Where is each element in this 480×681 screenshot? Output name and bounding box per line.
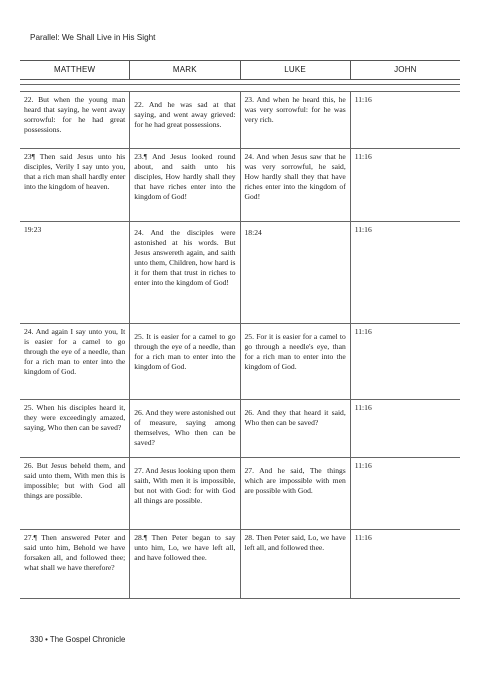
- column-header-mark: MARK: [130, 61, 240, 79]
- table-row: [20, 324, 460, 400]
- cell-john: 11:16: [354, 461, 372, 470]
- cell-luke: 25. For it is easier for a camel to go through a needle's eye, than for a rich man to enter into the kingdom of God.: [241, 324, 351, 399]
- table-row: [20, 530, 460, 599]
- cell-mark: 26. And they were astonished out of measure, saying among themselves, Who then can be saved?: [130, 400, 240, 457]
- table-row: [20, 458, 460, 530]
- cell-john: 11:16: [354, 327, 372, 336]
- cell-mark: 22. And he was sad at that saying, and went away grieved: for he had great possessions.: [130, 92, 240, 148]
- table-top-spacer: [20, 85, 460, 92]
- cell-mark: 24. And the disciples were astonished at his words. But Jesus answereth again, and saith unto them, Children, how hard is it for them that trust in riches to enter into the kingdom of God!: [130, 222, 240, 323]
- column-header-luke: LUKE: [241, 61, 351, 79]
- column-header-row: [20, 60, 460, 80]
- cell-luke: 27. And he said, The things which are impossible with men are possible with God.: [241, 458, 351, 529]
- cell-luke: 23. And when he heard this, he was very sorrowful: for he was very rich.: [241, 92, 351, 148]
- table-row: [20, 222, 460, 324]
- cell-matthew: 27.¶ Then answered Peter and said unto him, Behold we have forsaken all, and followed thee; what shall we have therefore?: [20, 530, 130, 598]
- table-row: [20, 149, 460, 222]
- cell-matthew: 25. When his disciples heard it, they were exceedingly amazed, saying, Who then can be saved?: [20, 400, 130, 457]
- cell-luke: 26. And they that heard it said, Who then can be saved?: [241, 400, 351, 457]
- cell-john: 11:16: [354, 225, 372, 234]
- cell-luke: 24. And when Jesus saw that he was very sorrowful, he said, How hardly shall they that have riches enter into the kingdom of God!: [241, 149, 351, 221]
- table-row: [20, 92, 460, 149]
- cell-mark: 25. It is easier for a camel to go through the eye of a needle, than for a rich man to enter into the kingdom of God.: [130, 324, 240, 399]
- cell-luke: 18:24: [241, 222, 351, 323]
- cell-john: 11:16: [354, 152, 372, 161]
- table-row: [20, 400, 460, 458]
- cell-mark: 23.¶ And Jesus looked round about, and saith unto his disciples, How hardly shall they that have riches enter into the kingdom of God!: [130, 149, 240, 221]
- page-footer: 330 • The Gospel Chronicle: [30, 635, 126, 644]
- cell-matthew: 19:23: [20, 222, 130, 323]
- cell-john: 11:16: [354, 95, 372, 104]
- cell-john: 11:16: [354, 403, 372, 412]
- cell-john: 11:16: [354, 533, 372, 542]
- parallel-table: [20, 84, 460, 599]
- column-header-john: JOHN: [394, 65, 417, 74]
- cell-matthew: 24. And again I say unto you, It is easier for a camel to go through the eye of a needle, than for a rich man to enter into the kingdom of God.: [20, 324, 130, 399]
- cell-matthew: 23¶ Then said Jesus unto his disciples, Verily I say unto you, that a rich man shall hardly enter into the kingdom of heaven.: [20, 149, 130, 221]
- column-header-matthew: MATTHEW: [20, 61, 130, 79]
- cell-luke: 28. Then Peter said, Lo, we have left all, and followed thee.: [241, 530, 351, 598]
- cell-matthew: 22. But when the young man heard that saying, he went away sorrowful: for he had great possessions.: [20, 92, 130, 148]
- cell-matthew: 26. But Jesus beheld them, and said unto them, With men this is impossible; but with God all things are possible.: [20, 458, 130, 529]
- page-title: Parallel: We Shall Live in His Sight: [30, 33, 156, 42]
- cell-mark: 27. And Jesus looking upon them saith, With men it is impossible, but not with God: for with God all things are possible.: [130, 458, 240, 529]
- cell-mark: 28.¶ Then Peter began to say unto him, Lo, we have left all, and have followed thee.: [130, 530, 240, 598]
